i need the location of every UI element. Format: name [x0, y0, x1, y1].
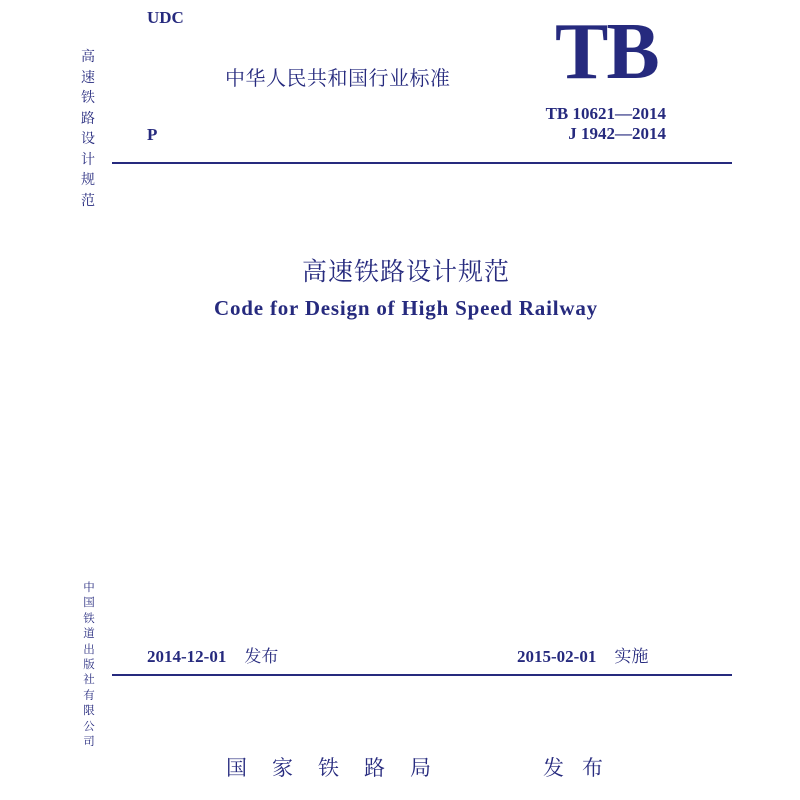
spine-char: 设	[81, 131, 95, 147]
classification-code: P	[147, 125, 158, 144]
issuing-authority: 国家铁路局	[226, 756, 456, 780]
bottom-divider	[112, 674, 732, 676]
spine-char: 版	[83, 657, 95, 672]
spine-char: 道	[83, 626, 95, 641]
spine-char: 规	[81, 172, 95, 188]
spine-char: 社	[83, 672, 95, 687]
spine-char: 司	[83, 734, 95, 749]
tb-logo: TB	[555, 8, 658, 96]
spine-char: 速	[81, 69, 95, 86]
release-info	[147, 642, 278, 667]
standard-category: 中华人民共和国行业标准	[225, 66, 451, 90]
standard-number-tb: TB 10621—2014	[545, 104, 666, 123]
release-label: 发布	[244, 647, 279, 667]
document-title-english: Code for Design of High Speed Railway	[214, 296, 598, 320]
udc-label: UDC	[147, 8, 184, 27]
spine-char: 公	[83, 718, 95, 733]
spine-char: 铁	[81, 90, 95, 106]
implementation-date: 2015-02-01	[517, 647, 597, 666]
spine-char: 国	[83, 595, 95, 610]
issue-verb: 发布	[543, 756, 621, 780]
release-date: 2014-12-01	[147, 647, 227, 666]
spine-publisher	[82, 580, 96, 749]
implementation-info	[517, 642, 648, 667]
spine-title	[80, 47, 96, 211]
spine-char: 出	[83, 641, 95, 656]
implementation-label: 实施	[614, 647, 649, 667]
spine-char: 铁	[83, 610, 95, 625]
spine-char: 路	[81, 110, 95, 127]
spine-char: 中	[83, 580, 95, 594]
document-title-chinese: 高速铁路设计规范	[301, 257, 510, 286]
spine-char: 计	[81, 151, 95, 168]
standard-numbers	[546, 104, 666, 144]
spine-char: 范	[81, 192, 95, 209]
spine-char: 有	[83, 687, 95, 702]
top-divider	[112, 162, 732, 164]
standard-number-j: J 1942—2014	[568, 124, 666, 143]
spine-char: 高	[81, 49, 95, 65]
spine-char: 限	[83, 703, 95, 718]
